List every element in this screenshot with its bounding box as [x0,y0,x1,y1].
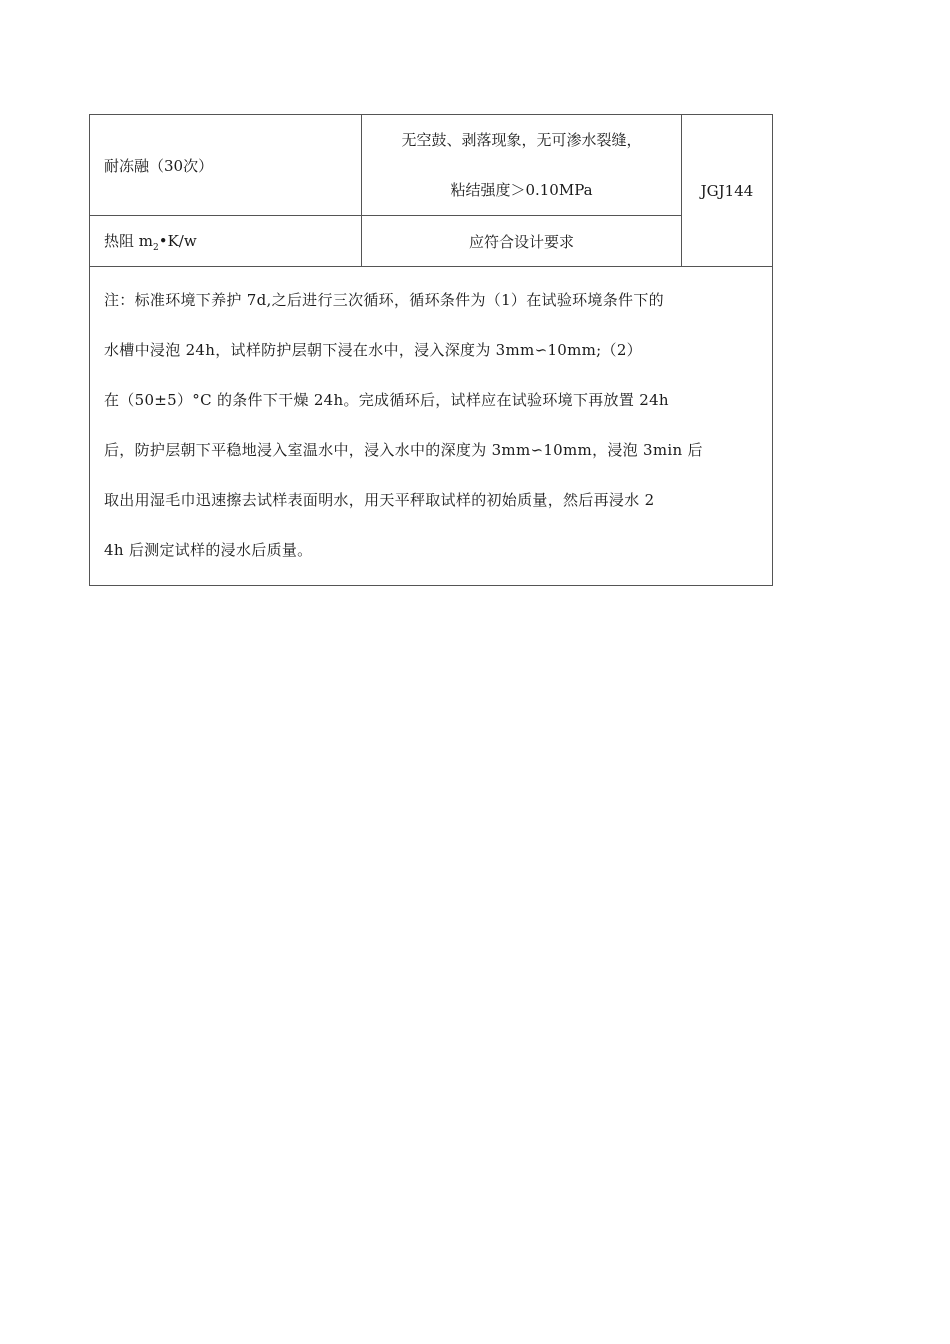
note-line: 水槽中浸泡 24h，试样防护层朝下浸在水中，浸入深度为 3mm∽10mm;（2） [104,341,642,359]
note-line: 在（50±5）°C 的条件下干燥 24h。完成循环后，试样应在试验环境下再放置 24h [104,391,669,409]
requirement-cell [362,216,682,267]
item-label-suffix: •K/w [158,231,197,250]
standard-cell [682,115,773,267]
table-row [90,216,773,267]
note-line: 取出用湿毛巾迅速擦去试样表面明水，用天平秤取试样的初始质量，然后再浸水 2 [104,491,655,509]
item-cell [90,216,362,267]
item-cell [90,115,362,216]
table-row [90,115,773,216]
standard-label: JGJ144 [700,181,754,200]
requirement-line: 粘结强度＞0.10MPa [450,181,593,199]
note-cell [90,267,773,586]
requirement-line: 无空鼓、剥落现象，无可渗水裂缝， [401,131,642,149]
item-label-sub: 2 [153,242,159,253]
note-text [104,285,758,585]
spec-table [89,114,773,586]
item-label: 耐冻融（30次） [104,156,214,175]
note-line: 4h 后测定试样的浸水后质量。 [104,541,313,559]
note-line: 后，防护层朝下平稳地浸入室温水中，浸入水中的深度为 3mm∽10mm，浸泡 3min 后 [104,441,703,459]
requirement-label: 应符合设计要求 [468,232,574,251]
item-label-prefix: 热阻 m [104,231,153,250]
table-row-note [90,267,773,586]
note-line: 注：标准环境下养护 7d,之后进行三次循环，循环条件为（1）在试验环境条件下的 [104,291,664,309]
requirement-cell [362,115,682,216]
